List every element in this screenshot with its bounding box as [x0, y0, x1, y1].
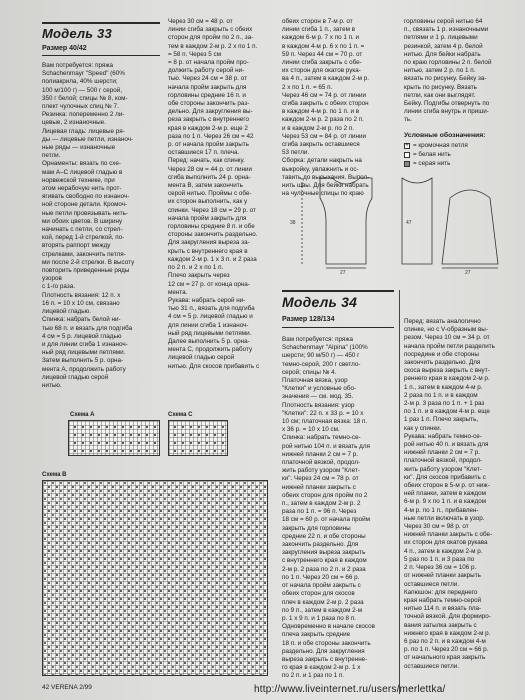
title-rule-top [42, 22, 160, 24]
legend-label: = серая нить [413, 160, 451, 167]
svg-text:47: 47 [406, 220, 412, 226]
schema-a-pattern [69, 421, 159, 455]
schema-b-label: Схема В [42, 472, 67, 478]
schema-a-grid [68, 420, 160, 456]
schema-b-pattern-b [43, 481, 267, 675]
legend-title: Условные обозначения: [404, 132, 486, 139]
model-34-title: Модель 34 [282, 294, 358, 310]
model-33-text-column-3: обеих сторон в 7-м р. от линии сгиба 1 п., затем в каждом 6-м р. 7 х по 1 п. и в каждом 4-м р. 6 х по 1 п. = 59 п. Через 44 см = 70 р. от линии сгиба закрыть с обе- их сторон для окатов рука- ва 4 п., затем в каждом 2-м р. 2 х по 1 п. = 65 п. Через 46 см = 74 р. от линии сгиба закрыть с обеих сторон в каждом 4-м р. по 1 п. и в каждом 2-м р. 2 раза по 2 п. и в каждом 2-м р. по 2 п. Через 53 см = 84 р. от линии сгиба закрыть оставшиеся 53 петли. Сборка: детали накрыть на выкройку, увлажнить и ос- тавить до высыхания. Выпол- нить швы. Для бейки набрать на чулочные спицы по краю [282, 18, 370, 198]
watermark-url: http://www.liveinternet.ru/users/merlettka/ [254, 684, 446, 695]
model-33-text-column-4: горловины серой нитью 64 п., связать 1 р. изнаночными петлями и 1 р. лицевыми резинкой, затем 4 р. белой нитью. Для бейки набрать по краю горловины 2 п. белой нитью, затем 2 р. по 1 п. вязать по рисунку. Бейку за- крыть по рисунку. Вязать петли, как они выглядят. Бейку. Подгибы отвернуть по линии сгиба внутрь и приши- ть. [404, 18, 492, 124]
model-33-title: Модель 33 [42, 26, 112, 41]
legend-label: = кромочная петля [413, 142, 468, 149]
model-33-text-column-1: Вам потребуется: пряжа Schachenmayr "Speed" (60% полиакрила, 40% шерсти; 100 м/100 г) — 500 г серой, 350 г белой; спицы № 8, ком- плект чулочных спиц № 7. Резинка: попеременно 2 ли- цевые, 2 изнаночные. Лицевая гладь: лицевые ря- ды — лицевые петли, изнаноч- ные ряды — изнаночные петли. Орнаменты: вязать по схе- мам А–С лицевой гладью в норвежской технике, при этом нерабочую нить прот- ягивать свободно по изнаноч- ной стороне детали. Кромоч- ные петли провязывать нить- ми обоих цветов. В ширину начинать с петли, со стрел- кой, перед 1-й стрелкой, по- вторять раппорт между стрелками, закончить петля- ми после 2-й стрелки. В высоту повторить приведенные ряды узоров с 1-го раза. Плотность вязания: 12 п. х 16 п. = 10 х 10 см, связано лицевой гладью. Спинка: набрать белой ни- тью 68 п. и вязать для подгиба 4 см = 5 р. лицевой гладью и для линии сгиба 1 изнаноч- ный ряд лицевыми петлями. Затем выполнить 5 р. орна- мента А, продолжить работу лицевой гладью серой нитью. [42, 62, 135, 389]
legend-row-grey [404, 160, 450, 167]
model-34-text-column-1: Вам потребуется: пряжа Schachenmayr "Alpina" (100% шерсти; 90 м/50 г) — 450 г темно-серой, 200 г светло- серой; спицы № 4. Платочная вязка, узор "Клетки" и условные обо- значения — см. мод. 35. Плотность вязания: узор "Клетки": 22 п. х 33 р. = 10 х 10 см; платочная вязка: 18 п. х 36 р. = 10 х 10 см. Спинка: набрать темно-се- рой нитью 104 п. и вязать для нижней планки 2 см = 7 р. платочной вязкой, продол- жить работу узором "Клет- ки". Через 24 см = 78 р. от нижней планки закрыть с обеих сторон для пройм по 2 п., затем в каждом 2-м р. 2 раза по 1 п. = 96 п. Через 18 см = 60 р. от начала пройм закрыть для горловины средние 22 п. и обе стороны закончить раздельно. Для закругления выреза закрыть с внутреннего края в каждом 2-м р. 2 раза по 2 п. и 2 раза по 1 п. Через 20 см = 66 р. от начала пройм закрыть с обеих сторон для скосов плеч в каждом 2-м р. 2 раза по 9 п., затем в каждом 2-м р. 1 х 9 п. и 1 раза по 8 п. Одновременно в начале скосов плеча закрыть средние 18 п. и обе стороны закончить раздельно. Для закругления выреза закрыть с внутренне- го края в каждом 2-м р. 1 х по 2 п. и 1 раз по 1 п. [282, 336, 375, 680]
model-34-rule-top [282, 290, 394, 292]
page-footer: 42 VERENA 2/99 [42, 684, 92, 691]
model-34-rule-bottom [282, 327, 394, 328]
title-rule-bottom [42, 55, 160, 56]
schema-c-pattern [169, 421, 227, 455]
column-divider [399, 290, 400, 694]
legend-row-white [404, 151, 451, 158]
model-33-text-column-2: Через 30 см = 48 р. от линии сгиба закрыть с обеих сторон для пройм по 2 п., за- тем в каждом 2-м р. 2 х по 1 п. = 58 п. Через 5 см = 8 р. от начала пройм про- должить работу серой ни- тью. Через 24 см = 38 р. от начала пройм закрыть для горловины средние 16 п. и обе стороны закончить раз- дельно. Для закругления вы- реза закрыть с внутреннего края в каждом 2-м р. еще 2 раза по 1 п. Через 26 см = 42 р. от начала пройм закрыть оставшиеся 17 п. плеча. Перед: начать, как спинку. Через 28 см = 44 р. от линии сгиба выполнить 24 р. орна- мента В, затем закончить серой нитью. Проймы с обе- их сторон выполнить, как у спинки. Через 18 см = 29 р. от начала пройм закрыть для горловины средние 8 п. и обе стороны закончить раздельно. Для закругления выреза за- крыть с внутреннего края в каждом 2-м р. 1 х 3 п. и 2 раза по 2 п. и 2 х по 1 п. Плечо закрыть через 12 см = 27 р. от конца орна- мента. Рукава: набрать серой ни- тью 31 п., вязать для подгиба 4 см = 5 р. лицевой гладью и для линии сгиба 1 изнаноч- ный ряд лицевыми петлями. Далее выполнить 5 р. орна- мента С, продолжить работу лицевой гладью серой нитью. Для скосов прибавить с [168, 18, 260, 370]
schema-b-grid [42, 480, 268, 676]
schema-c-grid [168, 420, 228, 456]
svg-text:27: 27 [340, 270, 346, 274]
white-square-icon [404, 152, 410, 158]
svg-text:38: 38 [290, 220, 296, 226]
schema-c-label: Схема С [168, 412, 193, 418]
legend-row-edge [404, 142, 468, 149]
model-33-size: Размер 40/42 [42, 45, 87, 52]
schema-a-label: Схема А [70, 412, 95, 418]
svg-text:27: 27 [465, 270, 471, 274]
garment-pattern-schematic [282, 168, 516, 274]
grey-square-icon [404, 161, 410, 167]
legend-label: = белая нить [413, 151, 451, 158]
model-34-text-column-2: Перед: вязать аналогично спинке, но с V-образным вы- резом. Через 10 см = 34 р. от начала пройм петли разделить посредине и обе стороны закончить раздельно. Для скоса выреза закрыть с внут- реннего края в каждом 2-м р. 1 п., затем в каждом 4-м р. 2 раза по 1 п. и в каждом 2-м р. 3 раза по 1 п. + 1 раз по 1 п. и в каждом 4-м р. еще 1 раз 1 п. Плечо закрыть, как у спинки. Рукава: набрать темно-се- рой нитью 40 п. и вязать для нижней планки 2 см = 7 р. платочной вязкой, продол- жить работу узором "Клет- ки". Для скосов прибавить с обеих сторон в 5-м р. от ниж- ней планки, затем в каждом 6-м р. 9 х по 1 п. и в каждом 4-м р. по 1 п., прибавлен- ные петли включать в узор. Через 30 см = 98 р. от нижней планки закрыть с обе- их сторон для окатов рукава 4 п., затем в каждом 2-м р. 5 раз по 1 п. и 3 раза по 2 п. Через 36 см = 106 р. от нижней планки закрыть оставшиеся петли. Капюшон: для переднего края набрать темно-серой нитью 114 п. и вязать пла- точной вязкой. Для формиро- вания затылка закрыть с нижнего края в каждом 2-м р. 6 раз по 2 п. и в каждом 4-м р. по 1 п. Через 20 см = 66 р. от начального края закрыть оставшиеся петли. [404, 318, 495, 670]
model-34-size: Размер 128/134 [282, 316, 335, 323]
plus-icon: + [405, 142, 409, 149]
